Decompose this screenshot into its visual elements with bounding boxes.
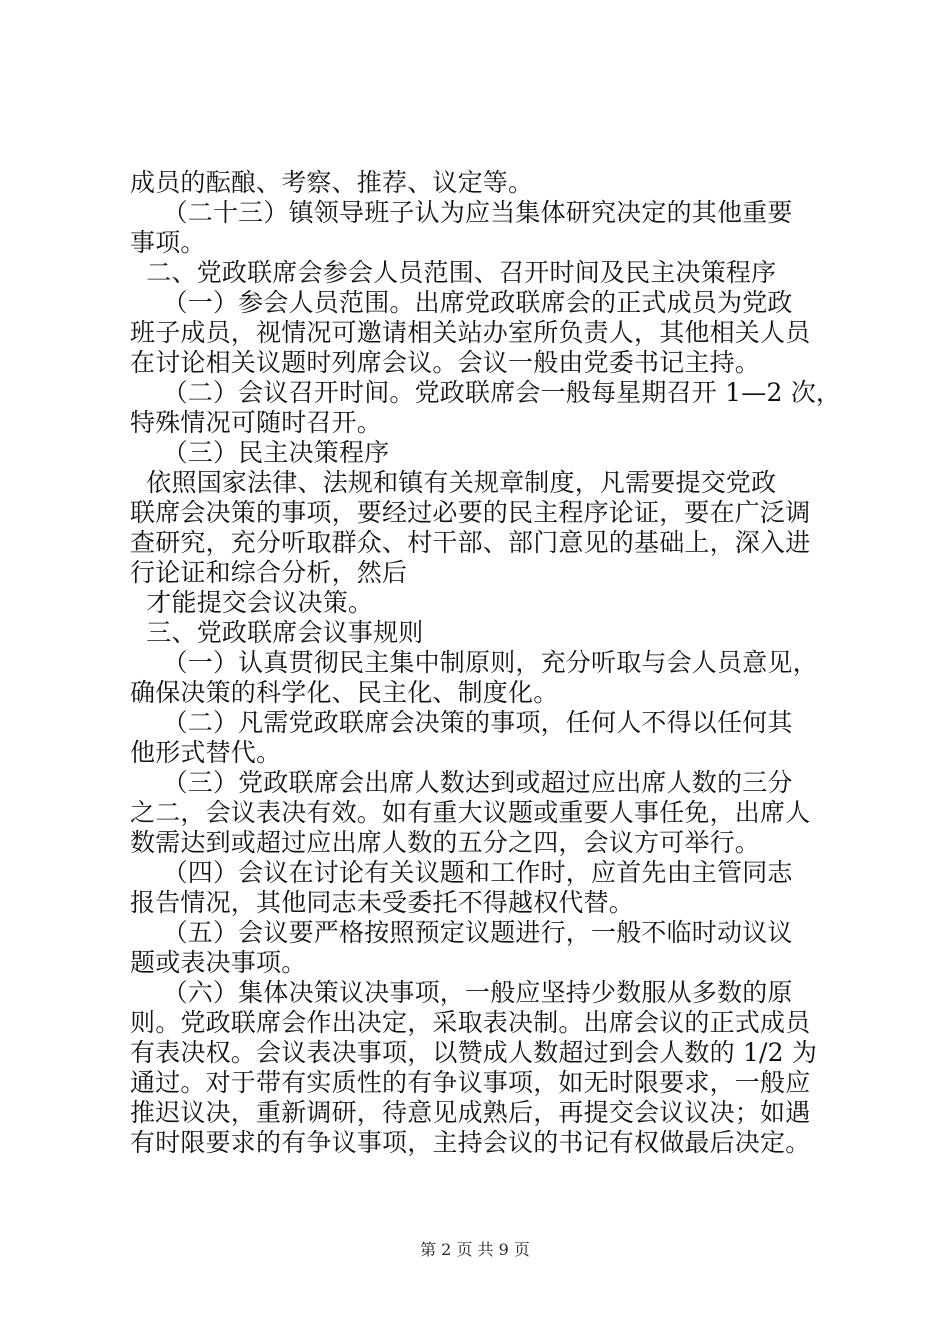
text-line: 有时限要求的有争议事项，主持会议的书记有权做最后决定。 (130, 1128, 811, 1157)
text-line: （三）民主决策程序 (130, 438, 390, 467)
text-line: （三）党政联席会出席人数达到或超过应出席人数的三分 (130, 768, 793, 797)
text-line: 推迟议决，重新调研，待意见成熟后，再提交会议议决；如遇 (130, 1098, 811, 1127)
section-heading: 三、党政联席会议事规则 (130, 618, 424, 647)
page-number-footer: 第 2 页 共 9 页 (420, 1240, 530, 1259)
text-line: 在讨论相关议题时列席会议。会议一般由党委书记主持。 (130, 348, 761, 377)
text-line: 特殊情况可随时召开。 (130, 408, 383, 437)
text-line: 成员的酝酿、考察、推荐、议定等。 (130, 168, 534, 197)
text-line: 行论证和综合分析，然后 (130, 558, 408, 587)
section-heading: 二、党政联席会参会人员范围、召开时间及民主决策程序 (130, 258, 777, 287)
text-line: （二）凡需党政联席会决策的事项，任何人不得以任何其 (130, 708, 793, 737)
text-line: 确保决策的科学化、民主化、制度化。 (130, 678, 559, 707)
text-line: 班子成员，视情况可邀请相关站办室所负责人，其他相关人员 (130, 318, 811, 347)
text-line: （一）认真贯彻民主集中制原则，充分听取与会人员意见， (130, 648, 818, 677)
text-line: 数需达到或超过应出席人数的五分之四，会议方可举行。 (130, 828, 761, 857)
text-line: 联席会决策的事项，要经过必要的民主程序论证，要在广泛调 (130, 498, 811, 527)
text-line: 通过。对于带有实质性的有争议事项，如无时限要求，一般应 (130, 1068, 811, 1097)
text-line: （五）会议要严格按照预定议题进行，一般不临时动议议 (130, 918, 793, 947)
document-body (130, 168, 842, 1158)
text-line: 则。党政联席会作出决定，采取表决制。出席会议的正式成员 (130, 1008, 811, 1037)
text-line: 报告情况，其他同志未受委托不得越权代替。 (130, 888, 635, 917)
text-line: （二十三）镇领导班子认为应当集体研究决定的其他重要 (130, 198, 793, 227)
text-line: 他形式替代。 (130, 738, 282, 767)
text-line: 依照国家法律、法规和镇有关规章制度，凡需要提交党政 (130, 468, 777, 497)
text-line: 有表决权。会议表决事项，以赞成人数超过到会人数的 1/2 为 (130, 1038, 818, 1067)
text-line: （二）会议召开时间。党政联席会一般每星期召开 1—2 次， (130, 378, 842, 407)
text-line: 查研究，充分听取群众、村干部、部门意见的基础上，深入进 (130, 528, 811, 557)
text-line: 之二，会议表决有效。如有重大议题或重要人事任免，出席人 (130, 798, 811, 827)
text-line: （六）集体决策议决事项，一般应坚持少数服从多数的原 (130, 978, 793, 1007)
text-line: 题或表决事项。 (130, 948, 307, 977)
text-line: 才能提交会议决策。 (130, 588, 374, 617)
text-line: 事项。 (130, 228, 206, 257)
text-line: （四）会议在讨论有关议题和工作时，应首先由主管同志 (130, 858, 793, 887)
text-line: （一）参会人员范围。出席党政联席会的正式成员为党政 (130, 288, 793, 317)
